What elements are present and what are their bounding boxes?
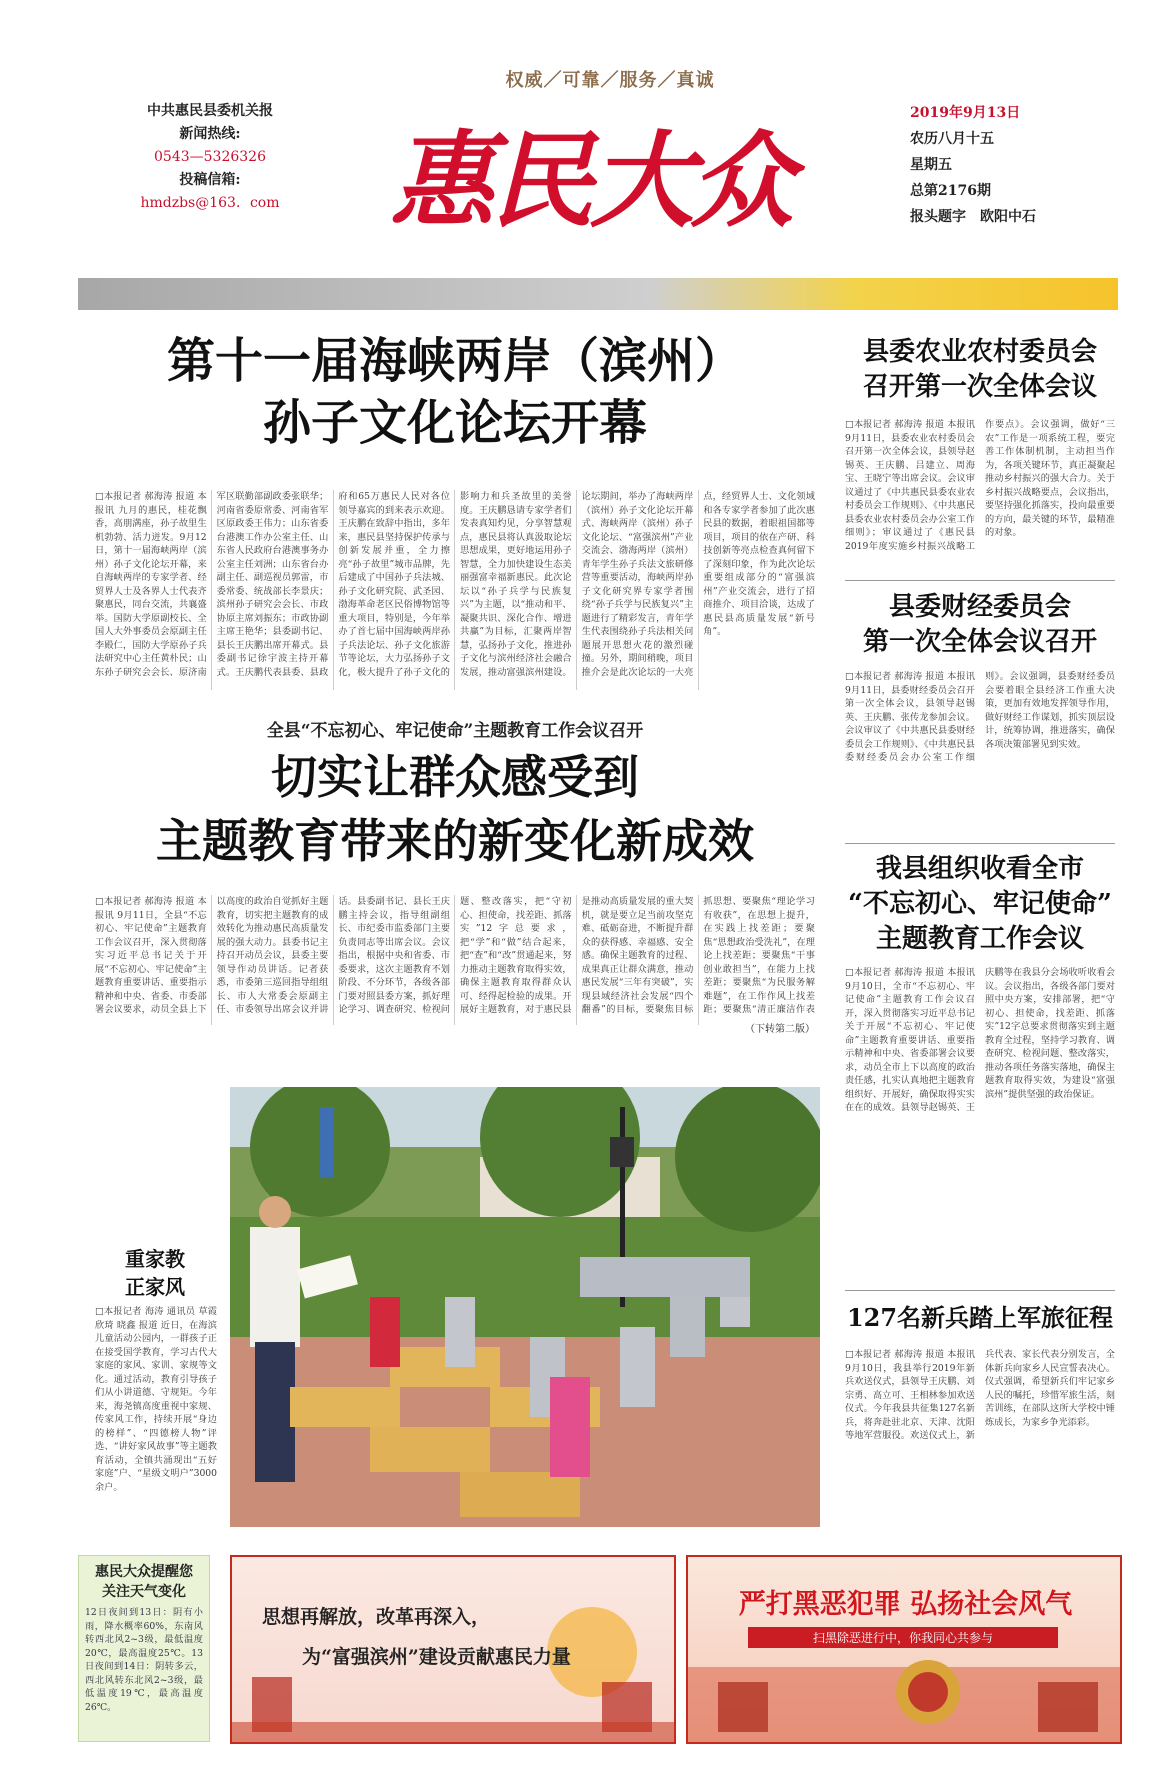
promo-reform-line2: 为“富强滨州”建设贡献惠民力量 bbox=[302, 1646, 571, 1668]
promo-anticrime-subtitle: 扫黑除恶进行中，你我同心共参与 bbox=[748, 1627, 1058, 1648]
side-art3-headline-line3: 主题教育工作会议 bbox=[875, 924, 1084, 954]
second-article-body: □本报记者 郝海涛 报道 本报讯 9月11日，全县“不忘初心、牢记使命”主题教育工作会议召开，深入贯彻落实习近平总书记关于开展“不忘初心、牢记使命”主题教育重要讲话、重要指示精神和中央、省委、市委部署会议要求，动员全县上下以高度的政治自觉抓好主题教育，切实把主题教育的成效转化为推动惠民高质量发展的强大动力。县委书记主持召开动员会议，县委主要领导作动员讲话。记者获悉，市委第三巡回指导组组长、市人大常委会原副主任、市委领导出席会议并讲话。县委副书记、县长王庆鹏主持会议，指导组副组长、市纪委市监委部门主要负责同志等出席会议。会议指出，根据中央和省委、市委要求，这次主题教育不划阶段、不分环节，各级各部门要对照县委方案，抓好理论学习、调查研究、检视问题、整改落实，把“守初心、担使命，找差距、抓落实”12字总要求，把“学”和“做”结合起来，把“查”和“改”贯通起来，努力推动主题教育取得实效，确保主题教育取得群众认可、经得起检验的成果。开展好主题教育，对于惠民县是推动高质量发展的重大契机，就是要立足当前攻坚克难、砥砺奋进，不断提升群众的获得感、幸福感、安全感。确保主题教育的过程、成果真正让群众满意，推动惠民发展“三年有突破”，实现县域经济社会发展“四个翻番”的目标，要聚焦目标抓思想、要聚焦“理论学习有收获”，在思想上提升，在实践上找差距；要聚焦“思想政治受洗礼”，在理论上找差距；要聚焦“干事创业敢担当”，在能力上找差距；要聚焦“为民服务解难题”，在工作作风上找差距；要聚焦“清正廉洁作表 bbox=[95, 896, 815, 1015]
weather-title bbox=[83, 1562, 205, 1602]
lead-headline-line2: 孙子文化论坛开幕 bbox=[262, 395, 647, 451]
hotline-number: 0543—5326326 bbox=[154, 149, 266, 165]
side-art3-headline bbox=[845, 852, 1115, 957]
promo-anticrime-title: 严打黑恶犯罪 弘扬社会风气 bbox=[738, 1589, 1073, 1620]
caption-headline-line1: 重家教 bbox=[125, 1247, 185, 1271]
weather-box bbox=[78, 1555, 210, 1742]
side-art1-headline-line2: 召开第一次全体会议 bbox=[862, 372, 1097, 402]
side-art1-headline-line1: 县委农业农村委员会 bbox=[862, 337, 1097, 367]
side-art2-headline-line2: 第一次全体会议召开 bbox=[862, 627, 1097, 657]
promo-reform-line1: 思想再解放，改革再深入， bbox=[262, 1606, 491, 1628]
masthead-right-info bbox=[910, 100, 1060, 230]
second-headline-line1: 切实让群众感受到 bbox=[271, 750, 639, 804]
weather-title-line1: 惠民大众提醒您 bbox=[95, 1564, 193, 1580]
email-label: 投稿信箱: bbox=[179, 172, 241, 188]
side-art2-headline bbox=[845, 590, 1115, 660]
second-kicker: 全县“不忘初心、牢记使命”主题教育工作会议召开 bbox=[266, 721, 644, 741]
side-art2-headline-line1: 县委财经委员会 bbox=[888, 592, 1071, 622]
weekday: 星期五 bbox=[910, 157, 952, 173]
lead-article-body: □本报记者 郝海涛 报道 本报讯 九月的惠民，桂花飘香，高朋满座，孙子故里生机勃勃、活力迸发。9月12日，第十一届海峡两岸（滨州）孙子文化论坛开幕，来自海峡两岸的专家学者、经贸界人士及各界人士代表齐聚惠民，同台交流，共襄盛举。国防大学原副校长、全国人大外事委员会原副主任李殿仁，国防大学原孙子兵法研究中心主任黄朴民；山东孙子研究会会长、原济南军区联勤部副政委张联华；河南省委原常委、河南省军区原政委王伟力；山东省委台港澳工作办公室主任、山东省人民政府台港澳事务办公室主任刘洲；山东省台办副主任、副巡视员郭雷，市委常委、统战部长李景庆；滨州孙子研究会会长、市政协原主席刘振东；市政协副主席王艳华；县委副书记、县长王庆鹏出席开幕式。县委副书记徐宇波主持开幕式。王庆鹏代表县委、县政府和65万惠民人民对各位领导嘉宾的到来表示欢迎。王庆鹏在致辞中指出，多年来，惠民县坚持保护传承与创新发展并重，全力擦亮“孙子故里”城市品牌，先后建成了中国孙子兵法城、孙子文化研究院、武圣园、渤海革命老区民俗博物馆等重大项目，特别是，今年举办了首七届中国海峡两岸孙子兵法论坛、孙子文化旅游节等论坛，大力弘扬孙子文化，极大提升了孙子文化的影响力和兵圣故里的美誉度。王庆鹏恳请专家学者们发表真知灼见，分享智慧观点，惠民县将认真汲取论坛思想成果，更好地运用孙子智慧，全力加快建设生态美丽强富幸福新惠民。此次论坛以“孙子兵学与民族复兴”为主题，以“推动和平、凝聚共识、深化合作、增进共赢”为目标，汇聚两岸智慧，弘扬孙子文化，推进孙子文化与滨州经济社会融合发展，推动富强滨州建设。论坛期间，举办了海峡两岸（滨州）孙子文化论坛开幕式、海峡两岸（滨州）孙子文化论坛、“富强滨州”产业交流会、渤海两岸（滨州）青年学生孙子兵法文旅研修营等重要活动，海峡两岸孙子文化研究界专家学者围绕“孙子兵学与民族复兴”主题进行了精彩发言，青年学生代表围绕孙子兵法相关问题展开思想火花的激烈碰撞。另外，期间稍晚，项目推介会是此次论坛的一大亮点，经贸界人士、文化领域和各专家学者参加了此次惠民县的数据，着眼祖国都等项目，项目的依在产研、科技创新等亮点检查真何留下了深刻印象，作为此次论坛重要组成部分的“富强滨州”产业交流会，进行了招商推介、项目洽谈，达成了惠民县高质量发展“新号角”。 bbox=[95, 491, 815, 678]
caption-headline-line2: 正家风 bbox=[125, 1275, 185, 1299]
lunar-date: 农历八月十五 bbox=[910, 131, 994, 147]
continued-note: （下转第二版） bbox=[745, 1024, 815, 1035]
side-art2-body: □本报记者 郝海涛 报道 本报讯 9月11日，县委财经委员会召开第一次全体会议，县领导赵锡英、王庆鹏、张传龙参加会议。会议审议了《中共惠民县委财经委员会工作规则》、《中共惠民县委财经委员会办公室工作细则》。会议强调，县委财经委员会要着眼全县经济工作重大决策，更加有效地发挥领导作用，做好财经工作谋划，抓实顶层设计，统筹协调，推进落实，确保各项决策部署见到实效。 bbox=[845, 671, 1115, 763]
caption-body: □本报记者 海涛 通讯员 草霞 欣琦 晓鑫 报道 近日，在海滨儿童活动公园内，一群孩子正在接受国学教育，学习古代大家庭的家风、家训、家规等文化。通过活动，教育引导孩子们从小讲道德、守规矩。今年来，海尧镇高度重视中家规、传家风工作，持续开展“身边的榜样”、“四德榜人物”评选、“讲好家风故事”等主题教育活动，全镇共涌现出“五好家庭”户、“星级文明户”3000余户。 bbox=[95, 1306, 217, 1493]
caption-headline bbox=[95, 1245, 215, 1301]
calligraphy-credit: 报头题字 欧阳中石 bbox=[910, 209, 1036, 225]
side-art1-body: □本报记者 郝海涛 报道 本报讯 9月11日，县委农业农村委员会召开第一次全体会议，县领导赵锡英、王庆鹏、吕建立、周海宝、王晓宁等出席会议。会议审议通过了《中共惠民县委农业农村委员会工作规则》、《中共惠民县委农业农村委员会办公室工作细则》；审议通过了《惠民县2019年度实施乡村振兴战略工作要点》。会议强调，做好“三农”工作是一项系统工程，要完善工作体制机制，主动担当作为，各项关键环节，真正凝聚起推动乡村振兴的强大合力。关于乡村振兴战略要点，会议指出，要坚持强化抓落实，投向最重要的方向，最关键的环节，最精准的对象。 bbox=[845, 419, 1115, 552]
weather-title-line2: 关注天气变化 bbox=[102, 1584, 186, 1600]
lead-headline-line1: 第十一届海峡两岸（滨州） bbox=[166, 333, 743, 389]
side-divider bbox=[845, 580, 1115, 581]
lead-headline bbox=[95, 330, 815, 454]
email-address: hmdzbs@163．com bbox=[140, 195, 280, 211]
masthead-slogan: 权威／可靠／服务／真诚 bbox=[505, 70, 715, 91]
issue-date: 2019年9月13日 bbox=[910, 105, 1021, 121]
classroom-photo bbox=[230, 1087, 820, 1527]
side-art4-headline: 127名新兵踏上军旅征程 bbox=[846, 1303, 1114, 1332]
newspaper-logo: 惠民大众 bbox=[390, 119, 791, 242]
org-name: 中共惠民县委机关报 bbox=[147, 103, 273, 119]
side-art1-headline bbox=[845, 335, 1115, 405]
side-art4-body: □本报记者 郝海涛 报道 本报讯 9月10日，我县举行2019年新兵欢送仪式，县领导王庆鹏、刘宗勇、高立可、王相林参加欢送仪式。今年我县共征集127名新兵，将奔赴驻北京、天津、沈阳等地军营服役。欢送仪式上，新兵代表、家长代表分别发言，全体新兵向家乡人民宣誓表决心。仪式强调，希望新兵们牢记家乡人民的嘱托，珍惜军旅生活，刻苦训练，在部队这所大学校中锤炼成长，为家乡争光添彩。 bbox=[845, 1349, 1115, 1441]
masthead-divider-bar bbox=[78, 278, 1118, 310]
promo-banner-anticrime bbox=[686, 1555, 1122, 1744]
hotline-label: 新闻热线: bbox=[179, 126, 241, 142]
side-divider bbox=[845, 843, 1115, 844]
issue-number: 总第2176期 bbox=[910, 183, 991, 199]
second-headline bbox=[95, 745, 815, 873]
side-art3-headline-line1: 我县组织收看全市 bbox=[875, 854, 1084, 884]
side-art3-headline-line2: “不忘初心、牢记使命” bbox=[848, 889, 1112, 919]
masthead-left-info bbox=[120, 100, 300, 215]
side-art3-body: □本报记者 郝海涛 报道 本报讯 9月10日，全市“不忘初心、牢记使命”主题教育工作会议召开，深入贯彻落实习近平总书记关于开展“不忘初心、牢记使命”主题教育重要讲话、重要指示精神和中央、省委部署会议要求，动员全市上下以高度的政治责任感，扎实认真地把主题教育组织好、开展好，确保取得实实在在的成效。县领导赵锡英、王庆鹏等在我县分会场收听收看会议。会议指出，各级各部门要对照中央方案，安排部署，把“守初心、担使命，找差距、抓落实”12字总要求贯彻落实到主题教育全过程，坚持学习教育、调查研究、检视问题、整改落实，推动各项任务落实落地，确保主题教育取得实效，为建设“富强滨州”提供坚强的政治保证。 bbox=[845, 967, 1115, 1113]
side-divider bbox=[845, 1290, 1115, 1291]
second-headline-line2: 主题教育带来的新变化新成效 bbox=[156, 814, 754, 868]
promo-banner-reform bbox=[230, 1555, 676, 1744]
weather-body: 12日夜间到13日：阴有小雨，降水概率60%，东南风转西北风2~3级，最低温度20℃，最高温度25℃。13日夜间到14日：阴转多云，西北风转东北风2~3级，最低温度19℃，最高温度26℃。 bbox=[85, 1607, 203, 1713]
